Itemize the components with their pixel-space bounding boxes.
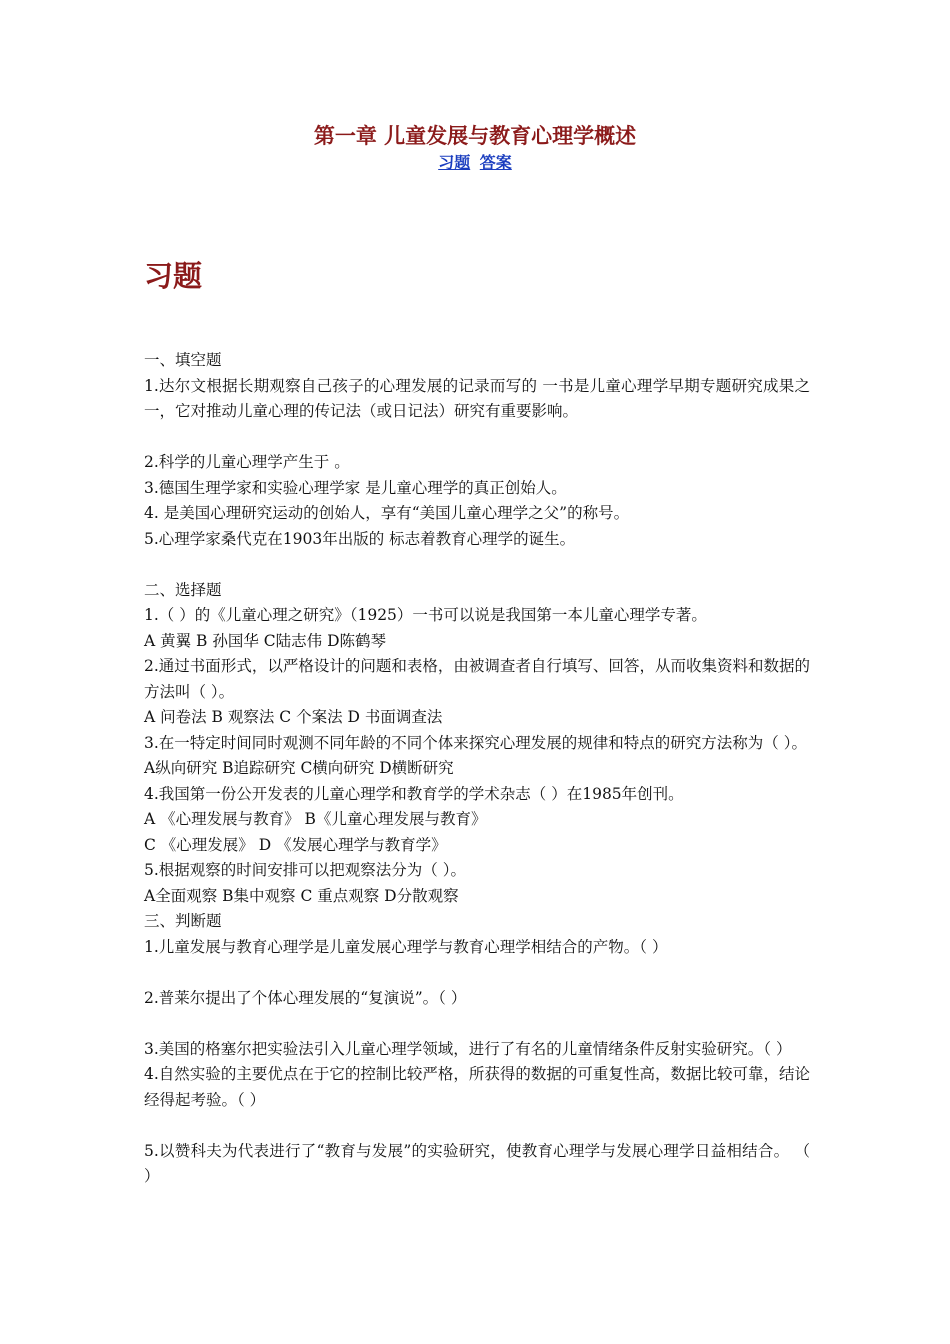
nav-link-answers[interactable]: 答案 xyxy=(479,153,512,172)
choice-q1-options: A 黄翼 B 孙国华 C陆志伟 D陈鹤琴 xyxy=(144,631,387,650)
section-heading: 习题 xyxy=(144,259,203,293)
choice-q5-options: A全面观察 B集中观察 C 重点观察 D分散观察 xyxy=(144,886,459,905)
fill-blank-q2: 2.科学的儿童心理学产生于 。 xyxy=(144,453,350,471)
fill-blank-q5: 5.心理学家桑代克在1903年出版的 标志着教育心理学的诞生。 xyxy=(144,529,576,548)
true-false-q1: 1.儿童发展与教育心理学是儿童发展心理学与教育心理学相结合的产物。（ ） xyxy=(144,937,668,956)
choice-q4-options-1: A 《心理发展与教育》 B《儿童心理发展与教育》 xyxy=(144,810,487,828)
choice-q4-options-2: C 《心理发展》 D 《发展心理学与教育学》 xyxy=(144,835,447,854)
choice-q3-options: A纵向研究 B追踪研究 C横向研究 D横断研究 xyxy=(144,759,454,777)
section-nav xyxy=(0,150,950,173)
choice-q5: 5.根据观察的时间安排可以把观察法分为（ ）。 xyxy=(144,861,466,879)
exercise-content xyxy=(144,348,810,1190)
spacer xyxy=(144,425,810,451)
choice-q3: 3.在一特定时间同时观测不同年龄的不同个体来探究心理发展的规律和特点的研究方法称为（ ）。 xyxy=(144,733,807,752)
true-false-heading: 三、判断题 xyxy=(144,912,222,930)
true-false-q2: 2.普莱尔提出了个体心理发展的“复演说”。（ ） xyxy=(144,988,467,1007)
true-false-q4: 4.自然实验的主要优点在于它的控制比较严格，所获得的数据的可重复性高，数据比较可靠，结论经得起考验。（ ） xyxy=(144,1065,810,1109)
fill-blank-q4: 4. 是美国心理研究运动的创始人，享有“美国儿童心理学之父”的称号。 xyxy=(144,504,630,522)
fill-blank-heading: 一、填空题 xyxy=(144,351,222,369)
spacer xyxy=(144,1011,810,1037)
nav-link-exercises[interactable]: 习题 xyxy=(438,153,471,172)
fill-blank-q1: 1.达尔文根据长期观察自己孩子的心理发展的记录而写的 一书是儿童心理学早期专题研究成果之一，它对推动儿童心理的传记法（或日记法）研究有重要影响。 xyxy=(144,376,810,420)
choice-q2: 2.通过书面形式，以严格设计的问题和表格，由被调查者自行填写、回答，从而收集资料和数据的方法叫（ ）。 xyxy=(144,657,810,701)
choice-q4: 4.我国第一份公开发表的儿童心理学和教育学的学术杂志（ ）在1985年创刊。 xyxy=(144,784,684,803)
fill-blank-q3: 3.德国生理学家和实验心理学家 是儿童心理学的真正创始人。 xyxy=(144,478,567,497)
choice-q1: 1.（ ）的《儿童心理之研究》（1925）一书可以说是我国第一本儿童心理学专著。 xyxy=(144,606,707,624)
spacer xyxy=(144,1113,810,1139)
true-false-q3: 3.美国的格塞尔把实验法引入儿童心理学领域，进行了有名的儿童情绪条件反射实验研究。（ ） xyxy=(144,1039,792,1058)
true-false-q5: 5.以赞科夫为代表进行了“教育与发展”的实验研究，使教育心理学与发展心理学日益相结合。 （ ） xyxy=(144,1141,810,1185)
choice-heading: 二、选择题 xyxy=(144,580,222,599)
chapter-title: 第一章 儿童发展与教育心理学概述 xyxy=(313,124,637,148)
choice-q2-options: A 问卷法 B 观察法 C 个案法 D 书面调查法 xyxy=(144,708,443,726)
spacer xyxy=(144,552,810,578)
spacer xyxy=(144,960,810,986)
